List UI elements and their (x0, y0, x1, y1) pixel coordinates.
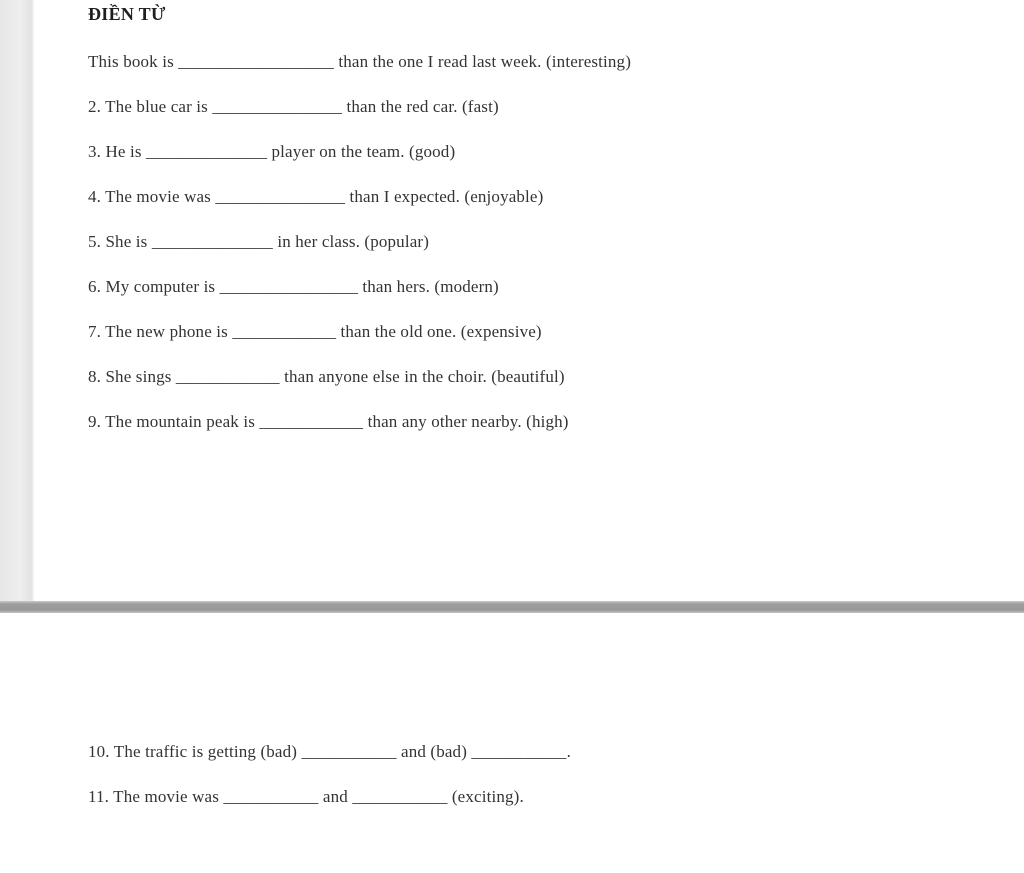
exercise-line-9: 9. The mountain peak is ____________ than any other nearby. (high) (88, 412, 569, 431)
worksheet-title: ĐIỀN TỪ (88, 4, 166, 24)
exercise-line-3: 3. He is ______________ player on the team. (good) (88, 142, 456, 161)
page-break-divider (0, 601, 1024, 613)
exercise-line-1: This book is __________________ than the one I read last week. (interesting) (88, 52, 632, 71)
exercise-line-6: 6. My computer is ________________ than hers. (modern) (88, 277, 499, 296)
exercise-line-10: 10. The traffic is getting (bad) ___________ and (bad) ___________. (88, 742, 571, 761)
exercise-line-7: 7. The new phone is ____________ than the old one. (expensive) (88, 322, 542, 341)
exercise-line-2: 2. The blue car is _______________ than the red car. (fast) (88, 97, 499, 116)
exercise-line-8: 8. She sings ____________ than anyone else in the choir. (beautiful) (88, 367, 565, 386)
exercise-line-4: 4. The movie was _______________ than I expected. (enjoyable) (88, 187, 544, 206)
exercise-line-11: 11. The movie was ___________ and ___________ (exciting). (88, 787, 524, 806)
exercise-line-5: 5. She is ______________ in her class. (popular) (88, 232, 430, 251)
page-edge-strip (0, 0, 34, 601)
